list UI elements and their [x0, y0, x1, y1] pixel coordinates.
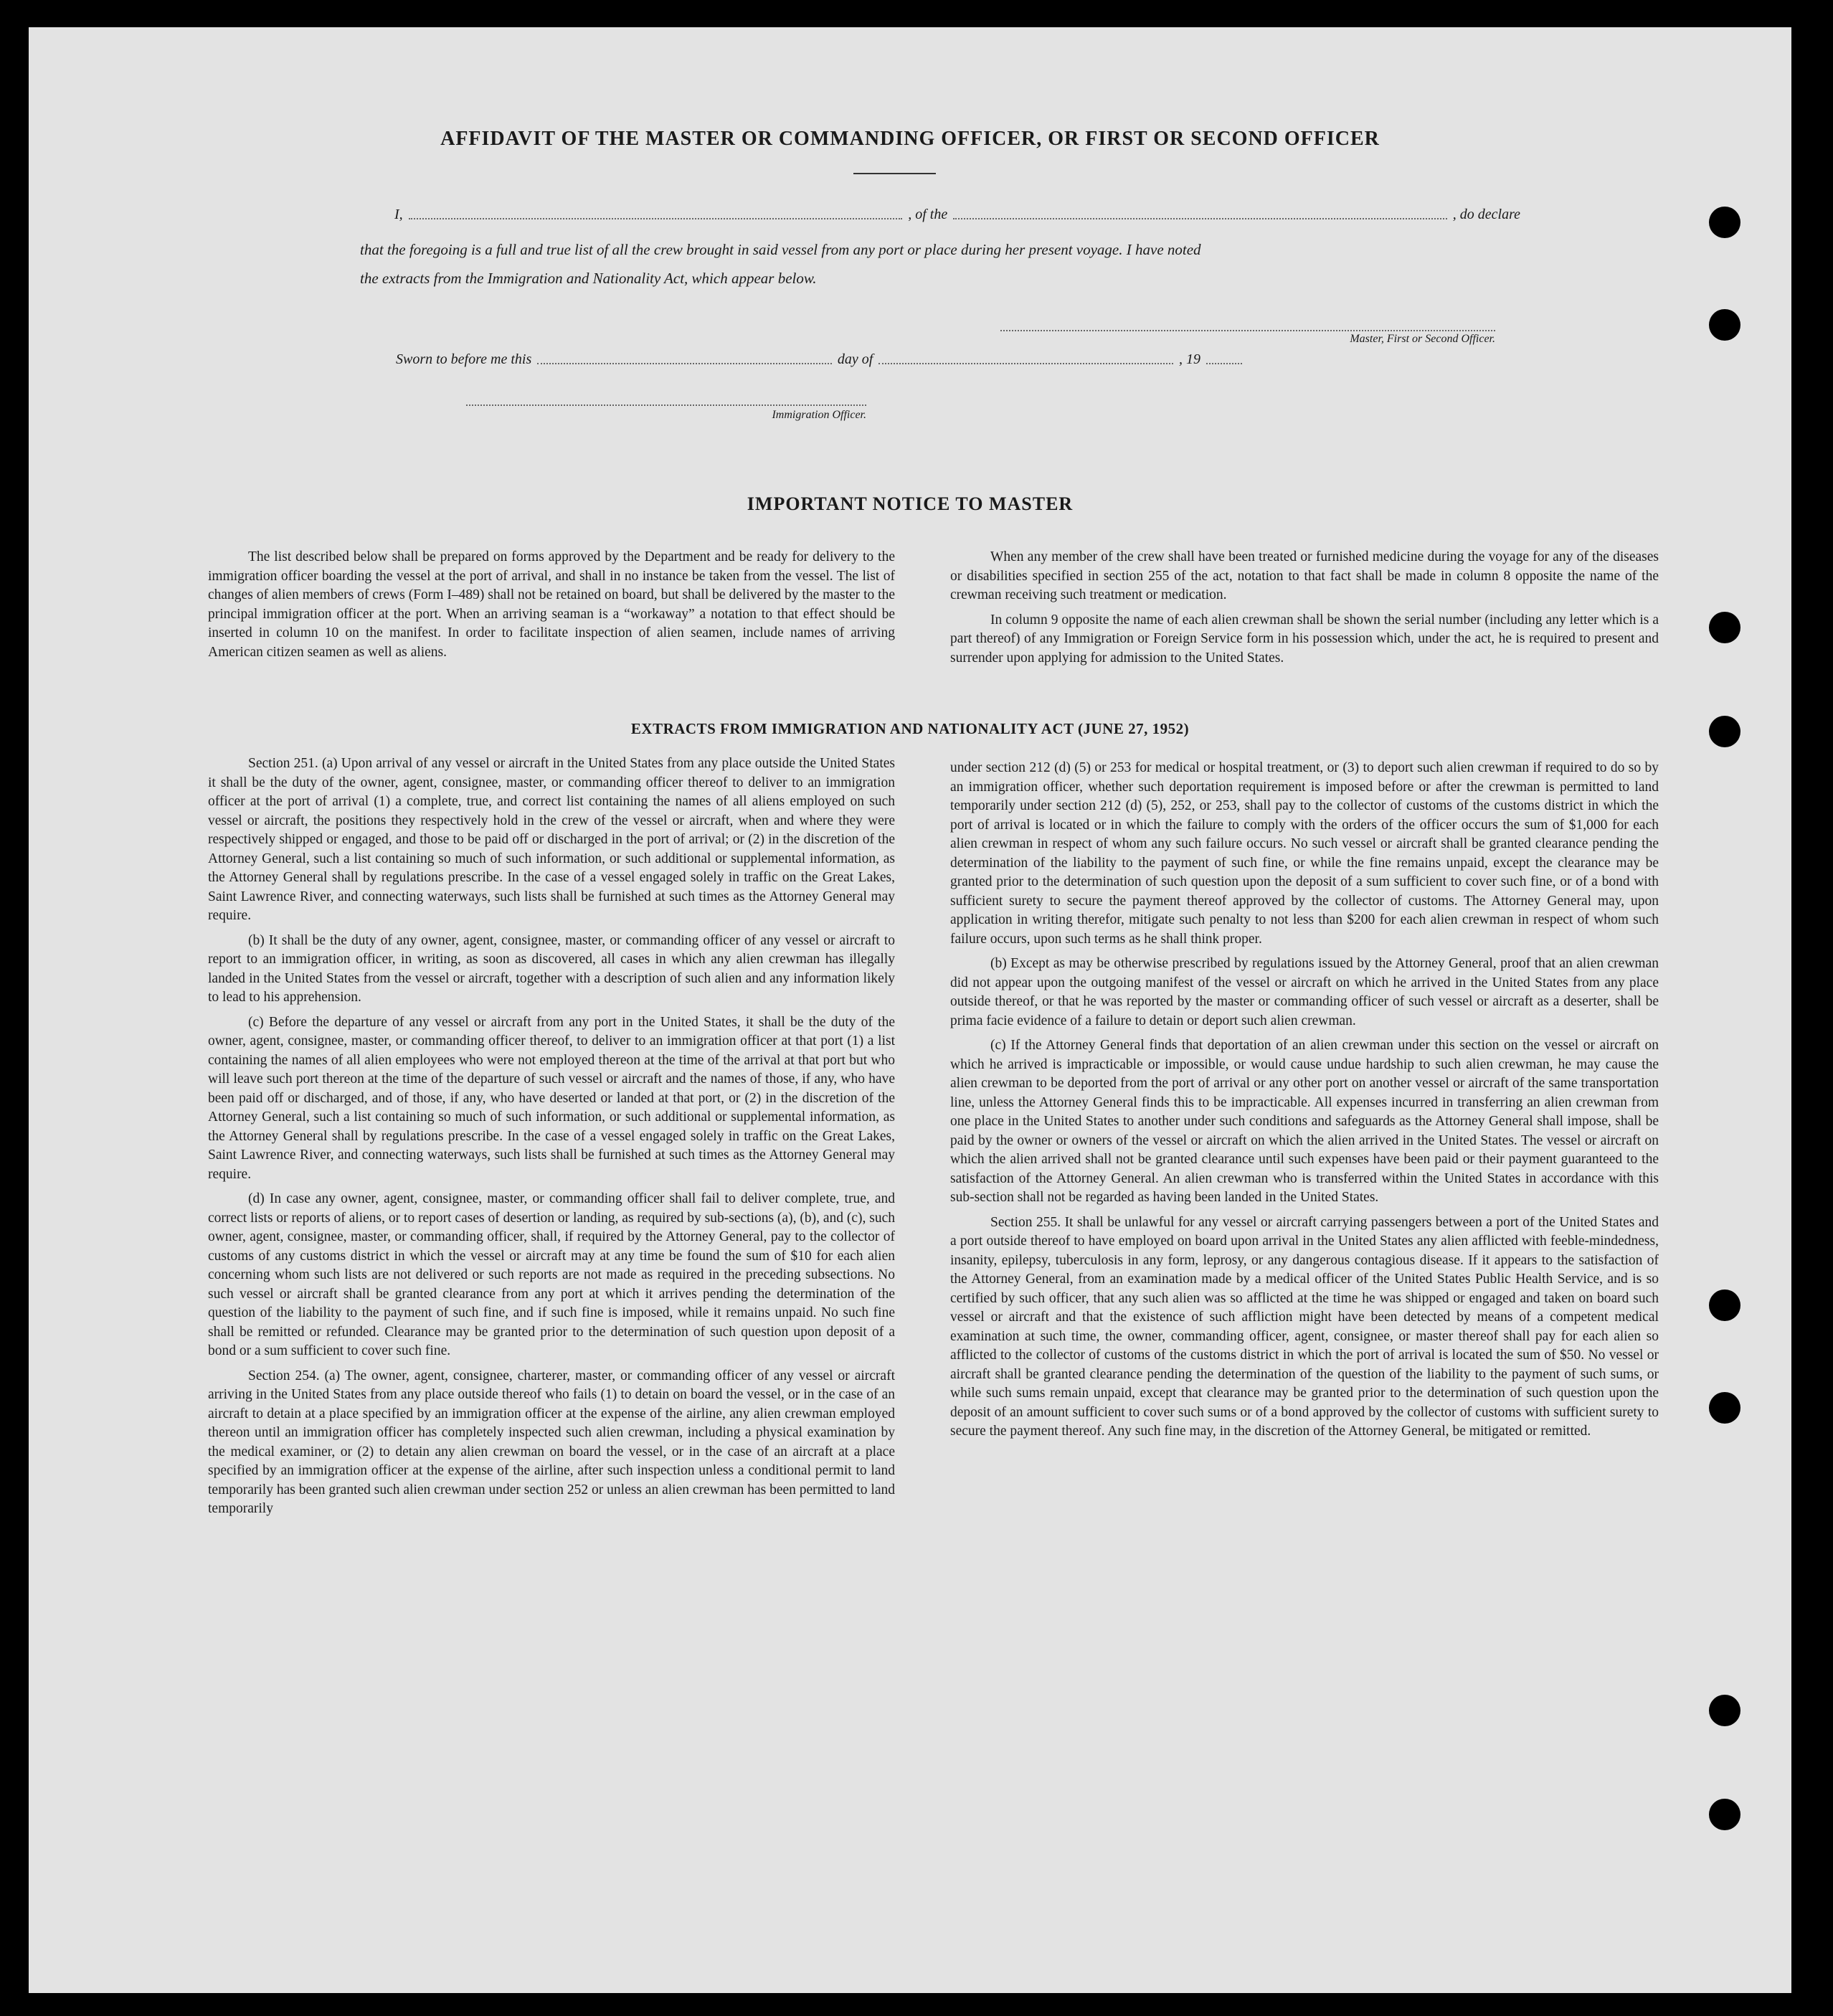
section-251-d: (d) In case any owner, agent, consignee, master, or commanding officer shall fail to deliver complete, true, and correct lists or reports of aliens, or to report cases of desertion or landing, as required by sub-sections (a), (b), and (c), such owner, agent, consignee, master, or commanding officer, shall, if required by the Attorney General, pay to the collector of customs of any customs district in which the vessel or aircraft may at any time be found the sum of $10 for each alien concerning whom such lists are not delivered or such reports are not made as required in the preceding subsections. No such vessel or aircraft shall be granted clearance from any port at which it arrives pending the determination of the question of the liability to the payment of such fine, and if such fine is imposed, while it remains unpaid. No such fine shall be remitted or refunded. Clearance may be granted prior to the determination of such question upon deposit of a bond or a sum sufficient to cover such fine.: [208, 1191, 895, 1358]
section-254-a: Section 254. (a) The owner, agent, consignee, charterer, master, or commanding officer of any vessel or aircraft arriving in the United States from any place outside thereof who fails (1) to detain on board the vessel, or in the case of an aircraft to detain at a place specified by an immigration officer at the expense of the airline, any alien crewman employed thereon until an immigration officer has completely inspected such alien crewman, including a physical examination by the medical examiner, or (2) to detain any alien crewman on board the vessel, or in the case of an aircraft at a place specified by an immigration officer at the expense of the airline, after such inspection unless a conditional permit to land temporarily has been granted such alien crewman under section 252 or unless an alien crewman has been permitted to land temporarily: [208, 1368, 895, 1516]
sworn-line: [396, 351, 1242, 368]
master-signature-caption: Master, First or Second Officer.: [1350, 333, 1495, 345]
vessel-field[interactable]: [953, 218, 1447, 219]
extracts-title: EXTRACTS FROM IMMIGRATION AND NATIONALITY ACT (JUNE 27, 1952): [630, 720, 1190, 737]
declaration-line-3: the extracts from the Immigration and Nationality Act, which appear below.: [360, 270, 817, 287]
declaration-suffix: , do declare: [1452, 207, 1520, 222]
section-251-b: (b) It shall be the duty of any owner, agent, consignee, master, or commanding officer of any vessel or aircraft to report to an immigration officer, in writing, as soon as discovered, all cases in which any alien crewman has illegally landed in the United States from the vessel or aircraft, together with a description of such alien and any information likely to lead to his apprehension.: [208, 932, 895, 1005]
sworn-middle: day of: [837, 351, 873, 367]
notice-left-column: [208, 548, 895, 668]
sworn-suffix: , 19: [1179, 351, 1200, 367]
section-254-b: (b) Except as may be otherwise prescribed by regulations issued by the Attorney General, proof that an alien crewman did not appear upon the outgoing manifest of the vessel or aircraft on which he arrived in the United States from any place outside thereof, or that he was reported by the master or commanding officer of such vessel or aircraft as a deserter, shall be prima facie evidence of a failure to detain or deport such alien crewman.: [950, 956, 1659, 1028]
section-255: Section 255. It shall be unlawful for any vessel or aircraft carrying passengers between a port of the United States and a port outside thereof to have employed on board upon arrival in the United States any alien afflicted with feeble-mindedness, insanity, epilepsy, tuberculosis in any form, leprosy, or any dangerous contagious disease. If it appears to the satisfaction of the Attorney General, from an examination made by a medical officer of the United States Public Health Service, and is so certified by such officer, that any such alien was so afflicted at the time he was shipped or engaged and taken on board such vessel or aircraft and that the existence of such affliction might have been detected by means of a competent medical examination at such time, the owner, commanding officer, agent, consignee, or master thereof shall pay for each alien so afflicted to the collector of customs of the customs district in which the port of arrival is located the sum of $50. No vessel or aircraft shall be granted clearance pending the determination of the question of the liability to the payment of such sums, or while such sums remain unpaid, except that clearance may be granted prior to the determination of such question upon the deposit of an amount sufficient to cover such sums or of a bond approved by the collector of customs with sufficient surety to secure the payment thereof. Any such fine may, in the discretion of the Attorney General, be mitigated or remitted.: [950, 1214, 1659, 1439]
notice-right-column: [950, 548, 1659, 673]
notice-paragraph: In column 9 opposite the name of each alien crewman shall be shown the serial number (including any letter which is a part thereof) of any Immigration or Foreign Service form in his possession which, under the act, he is required to present and surrender upon applying for admission to the United States.: [950, 612, 1659, 666]
punch-hole: [1709, 1392, 1740, 1424]
declaration-prefix: I,: [394, 207, 403, 222]
declaration-line: [394, 207, 1520, 223]
punch-hole: [1709, 309, 1740, 341]
affidavit-title: AFFIDAVIT OF THE MASTER OR COMMANDING OFFICER, OR FIRST OR SECOND OFFICER: [440, 128, 1380, 150]
section-251-a: Section 251. (a) Upon arrival of any vessel or aircraft in the United States from any place outside the United States it shall be the duty of the owner, agent, consignee, master, or commanding officer thereof to deliver to an immigration officer at the port of arrival (1) a complete, true, and correct list containing the names of all aliens employed on such vessel or aircraft, the positions they respectively hold in the crew of the vessel or aircraft, when and where they were respectively shipped or engaged, and those to be paid off or discharged in the port of arrival; or (2) in the discretion of the Attorney General, such a list containing so much of such information, or such additional or supplemental information, as the Attorney General shall by regulations prescribe. In the case of a vessel engaged solely in traffic on the Great Lakes, Saint Lawrence River, and connecting waterways, such lists shall be furnished at such times as the Attorney General may require.: [208, 756, 895, 923]
extracts-right-column: [950, 759, 1659, 1447]
section-254-c: (c) If the Attorney General finds that deportation of an alien crewman under this section on the vessel or aircraft on which he arrived is impracticable or impossible, or would cause undue hardship to such alien crewman, he may cause the alien crewman to be deported from the port of arrival or any other port on another vessel or aircraft of the same transportation line, unless the Attorney General finds this to be impracticable. All expenses incurred in transferring an alien crewman from one place in the United States to another under such conditions and safeguards as the Attorney General shall impose, shall be paid by the owner or owners of the vessel or aircraft on which the alien arrived in the United States. The vessel or aircraft on which the alien arrived shall not be granted clearance until such expenses have been paid or their payment guaranteed to the satisfaction of the Attorney General. An alien crewman who is transferred within the United States in accordance with this sub-section shall not be regarded as having been landed in the United States.: [950, 1038, 1659, 1205]
extracts-left-column: [208, 754, 895, 1525]
declaration-line-2: that the foregoing is a full and true list of all the crew brought in said vessel from any port or place during her present voyage. I have noted: [360, 241, 1201, 258]
form-page: [29, 27, 1791, 1993]
punch-hole: [1709, 612, 1740, 643]
notice-title: IMPORTANT NOTICE TO MASTER: [747, 493, 1074, 514]
declaration-middle: , of the: [908, 207, 948, 222]
sworn-day-field[interactable]: [537, 363, 832, 364]
declaration-text: [360, 235, 1522, 293]
name-field[interactable]: [409, 218, 903, 219]
sworn-year-field[interactable]: [1206, 363, 1242, 364]
officer-signature-line[interactable]: [466, 404, 866, 406]
section-251-c: (c) Before the departure of any vessel or aircraft from any port in the United States, it shall be the duty of the owner, agent, consignee, master, or commanding officer thereof, to deliver to an immigration officer at that port (1) a list containing the names of all alien employees who were not employed thereon at the time of the arrival at that port but who will leave such port thereon at the time of the departure of such vessel or aircraft and the names of those, if any, who have been paid off or discharged, and of those, if any, who have deserted or landed at that port, or (2) in the discretion of the Attorney General, such a list containing so much of such information, or such additional or supplemental information, as the Attorney General shall by regulations prescribe. In the case of a vessel engaged solely in traffic on the Great Lakes, Saint Lawrence River, and connecting waterways, such lists shall be furnished at such times as the Attorney General may require.: [208, 1014, 895, 1182]
punch-hole: [1709, 1289, 1740, 1321]
master-signature-line[interactable]: [1000, 330, 1495, 331]
section-254-a-continued: under section 212 (d) (5) or 253 for medical or hospital treatment, or (3) to deport such alien crewman if required to do so by an immigration officer, whether such deportation requirement is imposed before or after the crewman is permitted to land temporarily under section 212 (d) (5), 252, or 253, shall pay to the collector of customs of the customs district in which the port of arrival is located or in which the failure to comply with the orders of the officer occurs the sum of $1,000 for each alien crewman in respect of whom any such failure occurs. No such vessel or aircraft shall be granted clearance pending the determination of the liability to the payment of such fine, or while the fine remains unpaid, except the clearance may be granted prior to the determination of such question upon the deposit of a sum sufficient to cover such fine, or of a bond with sufficient surety to secure the payment thereof approved by the collector of customs. The Attorney General may, upon application in writing therefor, mitigate such penalty to not less than $200 for each alien crewman in respect of whom such failure occurs, upon such terms as he shall think proper.: [950, 760, 1659, 947]
sworn-prefix: Sworn to before me this: [396, 351, 532, 367]
punch-hole: [1709, 1695, 1740, 1726]
sworn-month-field[interactable]: [878, 363, 1173, 364]
officer-signature-caption: Immigration Officer.: [772, 409, 866, 421]
notice-paragraph: When any member of the crew shall have been treated or furnished medicine during the voyage for any of the diseases or disabilities specified in section 255 of the act, notation to that fact shall be made in column 8 opposite the name of the crewman receiving such treatment or medication.: [950, 549, 1659, 602]
notice-paragraph: The list described below shall be prepared on forms approved by the Department and be ready for delivery to the immigration officer boarding the vessel at the port of arrival, and shall in no instance be taken from the vessel. The list of changes of alien members of crews (Form I–489) shall not be retained on board, but shall be delivered by the master to the principal immigration officer at the port. When an arriving seaman is a “workaway” a notation to that effect should be inserted in column 10 on the manifest. In order to facilitate inspection of alien seamen, include names of arriving American citizen seamen as well as aliens.: [208, 549, 895, 660]
punch-hole: [1709, 207, 1740, 238]
punch-hole: [1709, 1799, 1740, 1830]
title-rule: [853, 173, 936, 174]
